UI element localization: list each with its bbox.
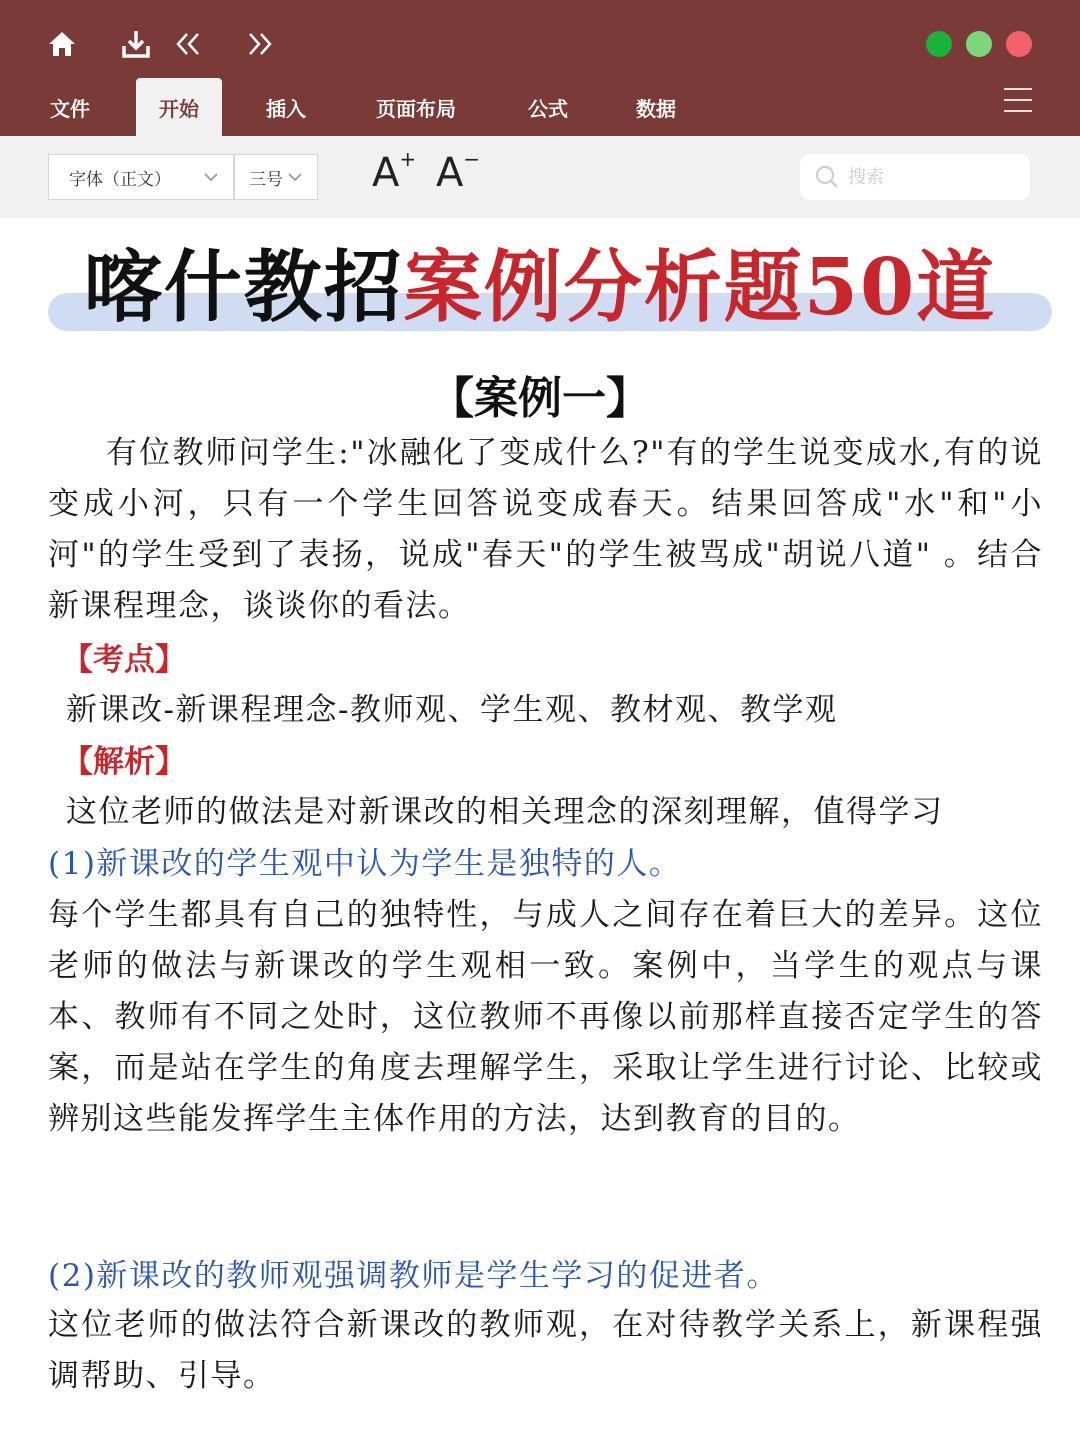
decrease-font-label: A (436, 150, 464, 196)
increase-font-button[interactable] (372, 146, 417, 196)
tab-home[interactable]: 开始 (136, 78, 222, 136)
font-size-select[interactable] (234, 154, 318, 200)
light-green-dot[interactable] (966, 31, 992, 57)
page-title (0, 238, 1080, 338)
search-icon (814, 164, 840, 190)
double-chevron-left-icon[interactable] (170, 26, 206, 62)
app-header (0, 0, 1080, 136)
point2-heading: (2)新课改的教师观强调教师是学生学习的促进者。 (48, 1258, 779, 1294)
tab-data[interactable]: 数据 (636, 96, 676, 121)
tab-insert[interactable]: 插入 (266, 96, 306, 121)
download-icon[interactable] (118, 26, 154, 62)
double-chevron-right-icon[interactable] (242, 26, 278, 62)
search-box[interactable] (800, 154, 1030, 200)
font-family-select[interactable] (48, 154, 234, 200)
menu-icon[interactable] (1004, 88, 1032, 112)
green-dot[interactable] (926, 31, 952, 57)
increase-font-sign: + (399, 146, 417, 171)
red-dot[interactable] (1006, 31, 1032, 57)
format-toolbar (0, 136, 1080, 218)
jiexi-intro: 这位老师的做法是对新课改的相关理念的深刻理解，值得学习 (66, 794, 944, 830)
tab-formula[interactable]: 公式 (528, 96, 568, 121)
title-black-part: 喀什教招 (83, 242, 404, 333)
case-heading: 【案例一】 (430, 373, 650, 424)
home-icon[interactable] (44, 26, 80, 62)
font-family-value: 字体（正文） (69, 169, 171, 190)
search-input[interactable] (848, 167, 1018, 188)
chevron-down-icon (201, 167, 221, 187)
tab-file[interactable]: 文件 (50, 96, 90, 121)
question-paragraph: 有位教师问学生:"冰融化了变成什么?"有的学生说变成水,有的说变成小河，只有一个学生回答说变成春天。结果回答成"水"和"小河"的学生受到了表扬，说成"春天"的学生被骂成"胡说八道" 。结合新课程理念，谈谈你的看法。 (48, 435, 1043, 624)
point1-paragraph: 每个学生都具有自己的独特性，与成人之间存在着巨大的差异。这位老师的做法与新课改的学生观相一致。案例中，当学生的观点与课本、教师有不同之处时，这位教师不再像以前那样直接否定学生的答案，而是站在学生的角度去理解学生，采取让学生进行讨论、比较或辨别这些能发挥学生主体作用的方法，达到教育的目的。 (48, 897, 1043, 1137)
decrease-font-sign: − (463, 146, 481, 171)
font-size-value: 三号 (249, 169, 283, 190)
tab-page-layout[interactable]: 页面布局 (376, 96, 456, 121)
kaodian-text: 新课改-新课程理念-教师观、学生观、教材观、教学观 (66, 692, 838, 728)
chevron-down-icon (285, 167, 305, 187)
kaodian-label: 【考点】 (62, 642, 186, 678)
point2-paragraph: 这位老师的做法符合新课改的教师观，在对待教学关系上，新课程强调帮助、引导。 (48, 1307, 1043, 1394)
jiexi-label: 【解析】 (62, 744, 186, 780)
increase-font-label: A (372, 150, 400, 196)
point1-heading: (1)新课改的学生观中认为学生是独特的人。 (48, 846, 682, 882)
title-red-part: 案例分析题50道 (403, 242, 997, 333)
decrease-font-button[interactable] (436, 146, 481, 196)
ribbon-tabs (0, 78, 1080, 136)
